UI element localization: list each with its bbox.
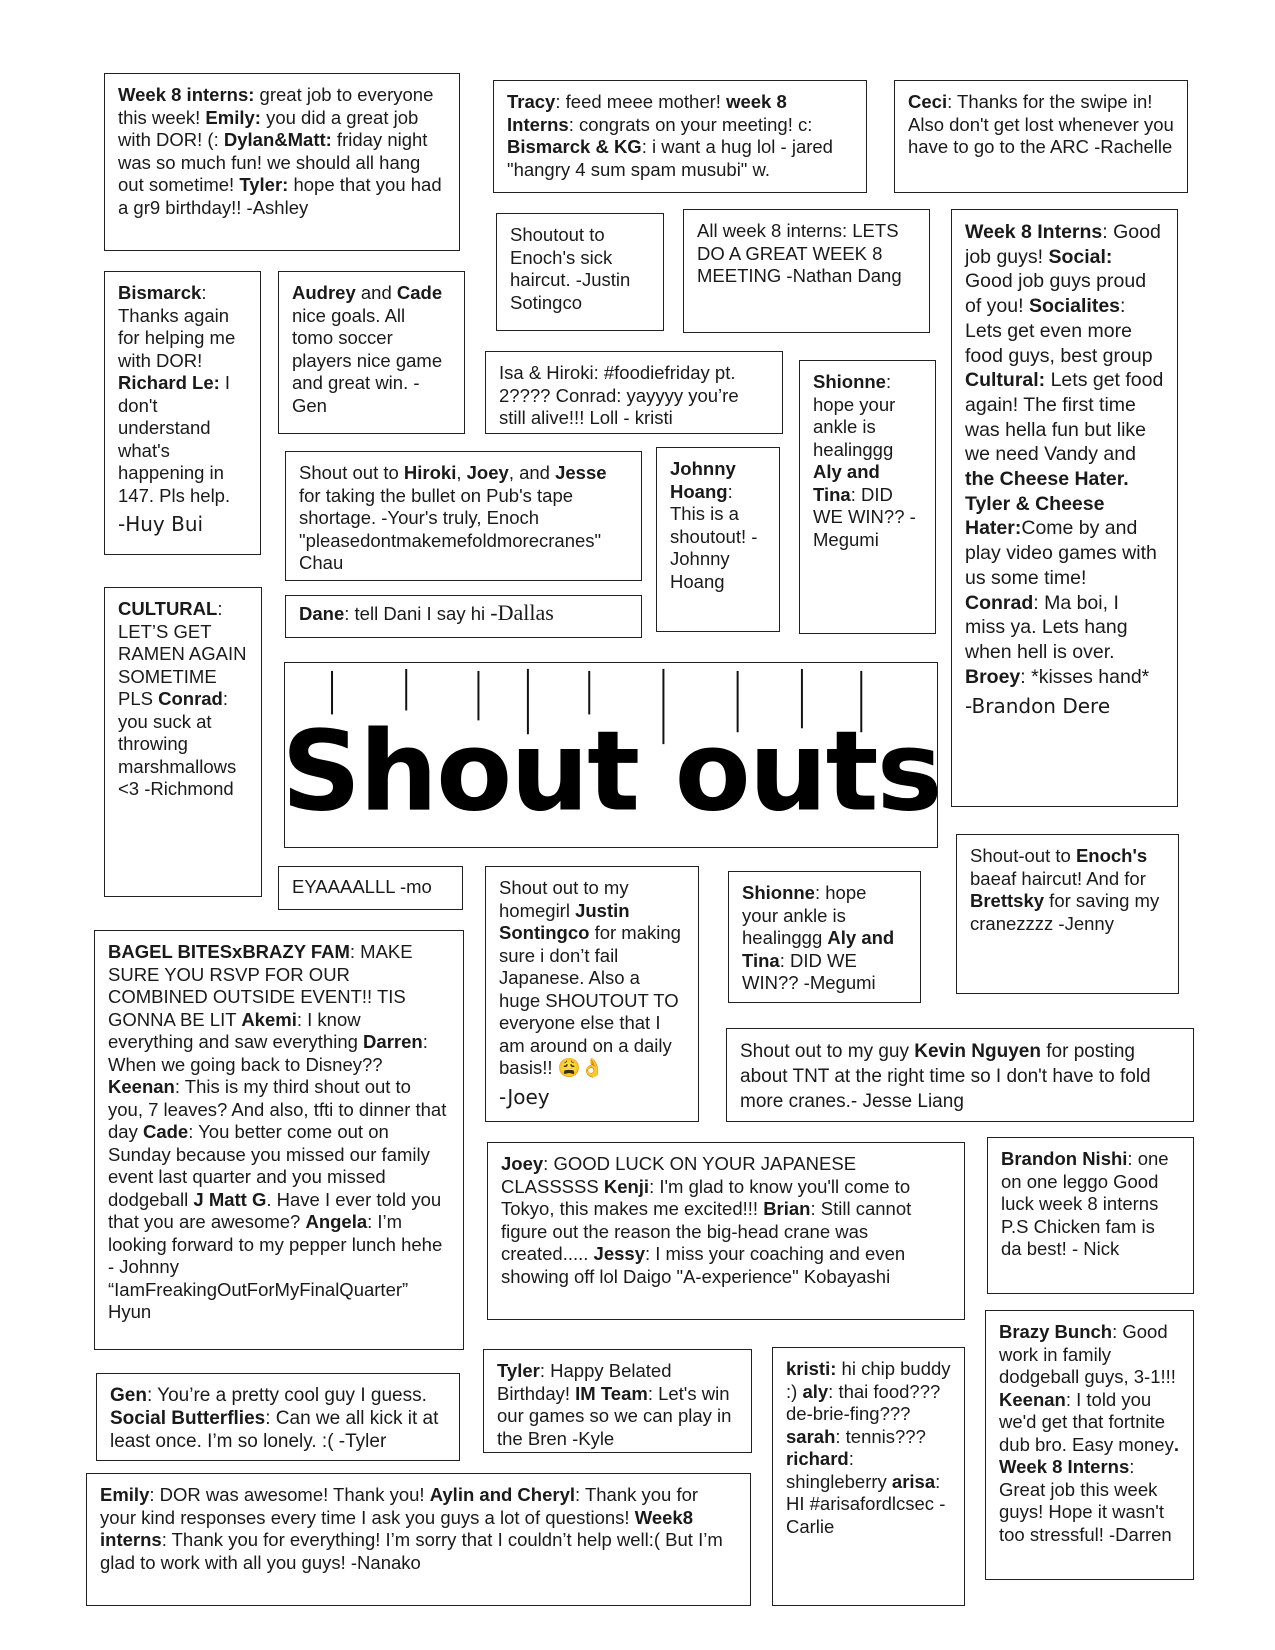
message-text: : DID WE WIN?? -Megumi (813, 483, 916, 550)
name-mention: Week 8 interns: (118, 84, 255, 105)
name-mention: sarah (786, 1425, 836, 1447)
shoutout-brandon-dere (951, 209, 1178, 807)
name-mention: aly (802, 1380, 829, 1402)
name-mention: Tyler (497, 1360, 540, 1381)
name-mention: Jessy (593, 1243, 645, 1264)
shoutout-daigo (487, 1142, 965, 1320)
name-mention: Akemi (241, 1008, 297, 1030)
message-text: baeaf haircut! And for (970, 867, 1146, 889)
shoutout-gen-soccer (278, 271, 465, 434)
name-mention: Social Butterflies (110, 1408, 266, 1429)
name-mention: Cade (142, 1121, 189, 1142)
shoutout-nick (987, 1137, 1194, 1294)
message-text: : Still cannot figure out the reason the big-head crane was created..... (501, 1198, 912, 1264)
shoutout-joey (485, 866, 699, 1122)
message-text: Good job guys proud of you! (965, 270, 1147, 318)
message-text: : feed meee mother! (555, 91, 727, 112)
name-mention: Socialites (1028, 295, 1121, 318)
name-mention: Jesse (555, 462, 607, 483)
message-text: : tennis??? (835, 1425, 926, 1447)
shoutout-nathan-dang (683, 209, 930, 333)
message-text: : LET’S GET RAMEN AGAIN SOMETIME PLS (118, 598, 247, 709)
name-mention: J Matt G (193, 1188, 267, 1210)
name-mention: Conrad (158, 688, 223, 709)
message-text: for taking the bullet on Pub's tape shortage. -Your's truly, Enoch "pleasedontmakemefoldmorecranes" Chau (299, 484, 602, 573)
shoutout-dallas (285, 595, 642, 638)
signature: -Brandon Dere (965, 694, 1111, 719)
name-mention: week 8 Interns (507, 91, 787, 135)
message-text: : I miss your coaching and even showing off lol Daigo "A-experience" Kobayashi (501, 1243, 906, 1287)
shoutout-enoch-justin (496, 213, 664, 331)
message-text: : This is a shoutout! -Johnny Hoang (670, 480, 758, 592)
message-text: I don't understand what's happening in 147. Pls help. (118, 372, 231, 506)
shoutout-nanako (86, 1473, 751, 1606)
message-text: : Great job this week guys! Hope it wasn't too stressful! -Darren (999, 1456, 1172, 1545)
name-mention: Keenan (999, 1388, 1066, 1410)
message-text: for posting about TNT at the right time so I don't have to fold more cranes.- Jesse Liang (740, 1041, 1151, 1112)
name-mention: richard (786, 1448, 849, 1469)
message-text: : Thank you for your kind responses every time I ask you guys a lot of questions! (100, 1484, 699, 1528)
shout-outs-banner (284, 662, 938, 848)
message-text: : hope your ankle is healinggg (813, 371, 896, 460)
name-mention: Shionne (813, 371, 886, 392)
name-mention: Justin Sontingco (499, 899, 630, 943)
signature: -Huy Bui (118, 512, 204, 536)
name-mention: Week8 interns (100, 1506, 694, 1550)
message-text: hi chip buddy :) (786, 1358, 951, 1402)
name-mention: Bismarck & KG (507, 136, 642, 157)
message-text: : Thanks for the swipe in! Also don't get lost whenever you have to go to the ARC -Rachelle (908, 91, 1174, 157)
name-mention: kristi: (786, 1358, 837, 1379)
shoutout-johnny-hyun (94, 930, 464, 1350)
name-mention: Emily (100, 1484, 150, 1505)
message-text: : hope your ankle is healinggg (742, 882, 867, 948)
name-mention: Cultural: (965, 369, 1046, 392)
name-mention: BAGEL BITESxBRAZY FAM (108, 941, 350, 962)
message-text: and (355, 282, 397, 303)
name-mention: Cade (396, 282, 443, 303)
name-mention: Shionne (742, 882, 815, 903)
message-text: : GOOD LUCK ON YOUR JAPANESE CLASSSSS (501, 1153, 857, 1197)
message-text: All week 8 interns: LETS DO A GREAT WEEK 8 MEETING -Nathan Dang (697, 220, 902, 286)
name-mention: IM Team (575, 1382, 648, 1404)
name-mention: Gen (110, 1385, 147, 1406)
name-mention: Tyler: (239, 174, 289, 195)
message-text: : *kisses hand* (1020, 665, 1150, 688)
name-mention: the Cheese Hater. Tyler & Cheese Hater: (965, 468, 1129, 540)
message-text: . Have I ever told you that you are awesome? (108, 1188, 442, 1232)
message-text: : Can we all kick it at least once. I’m so lonely. :( -Tyler (110, 1408, 439, 1452)
shoutout-darren (985, 1310, 1194, 1580)
name-mention: Social: (1048, 245, 1113, 268)
name-mention: Aly and Tina (742, 927, 895, 971)
message-text: : tell Dani I say hi (344, 603, 491, 624)
signature: -Joey (499, 1084, 550, 1109)
shoutout-mo (278, 866, 463, 910)
message-text: Shout-out to (970, 845, 1076, 866)
name-mention: Week 8 Interns (965, 221, 1103, 243)
shoutout-jenny (956, 834, 1179, 994)
name-mention: Hiroki (403, 462, 457, 483)
name-mention: Dylan&Matt: (223, 129, 332, 150)
name-mention: Angela (305, 1211, 368, 1232)
message-text: : Good work in family dodgeball guys, 3-1!!! (999, 1321, 1176, 1387)
name-mention: Johnny Hoang (670, 458, 736, 502)
message-text: great job to everyone this week! (118, 84, 434, 128)
name-mention: Joey (501, 1153, 544, 1174)
message-text: : HI #arisafordlcsec - Carlie (786, 1470, 946, 1537)
name-mention: Emily: (205, 106, 261, 128)
message-text: : I'm glad to know you'll come to Tokyo, this makes me excited!!! (501, 1175, 911, 1219)
message-text: hope that you had a gr9 birthday!! -Ashley (118, 174, 442, 218)
name-mention: Brettsky (970, 890, 1045, 911)
message-text: : Happy Belated Birthday! (497, 1360, 672, 1404)
message-text: for saving my cranezzzz -Jenny (970, 890, 1160, 934)
name-mention: Enoch's (1075, 845, 1148, 866)
message-text: for making sure i don’t fail Japanese. Also a huge SHOUTOUT TO everyone else that I am around on a daily basis!! 😩👌 (499, 922, 681, 1078)
name-mention: Bismarck (118, 282, 202, 303)
message-text: : Ma boi, I miss ya. Lets hang when hell is over. (965, 591, 1128, 663)
message-text: Shout out to my guy (740, 1041, 915, 1062)
name-mention: Brandon Nishi (1001, 1148, 1128, 1169)
message-text: : one on one leggo Good luck week 8 interns P.S Chicken fam is da best! - Nick (1001, 1148, 1169, 1259)
message-text: Isa & Hiroki: #foodiefriday pt. 2???? Conrad: yayyyy you’re still alive!!! Loll - kristi (499, 362, 739, 428)
name-mention: Kenji (603, 1175, 650, 1197)
message-text: nice goals. All tomo soccer players nice game and great win. - Gen (292, 304, 443, 416)
message-text: , and (508, 462, 556, 483)
message-text: : You better come out on Sunday because you missed our family event last quarter and you missed dodgeball (108, 1121, 430, 1210)
message-text: : I’m looking forward to my pepper lunch hehe - Johnny “IamFreakingOutForMyFinalQuarter” Hyun (108, 1211, 443, 1322)
message-text: Come by and play video games with us some time! (965, 517, 1157, 589)
shoutout-week8-ashley (104, 73, 460, 251)
name-mention: Aly and Tina (813, 461, 880, 505)
name-mention: Keenan (108, 1076, 175, 1097)
shoutout-ceci-rachelle (894, 80, 1188, 193)
message-text: : DID WE WIN?? -Megumi (742, 949, 876, 993)
message-text: : congrats on your meeting! c: (568, 113, 813, 135)
shoutout-johnny-hoang (656, 447, 780, 632)
message-text: Shout out to my homegirl (499, 877, 629, 921)
message-text: : MAKE SURE YOU RSVP FOR OUR COMBINED OUTSIDE EVENT!! TIS GONNA BE LIT (108, 941, 413, 1030)
message-text: : Let's win our games so we can play in the Bren -Kyle (497, 1382, 732, 1449)
name-mention: Tracy (507, 91, 556, 112)
name-mention: Broey (965, 665, 1021, 688)
name-mention: arisa (891, 1470, 936, 1492)
shoutout-huy-bui (104, 271, 261, 555)
message-text: friday night was so much fun! we should all hang out sometime! (118, 129, 428, 195)
shoutout-kristi-foodie (485, 351, 783, 434)
name-mention: Aylin and Cheryl (429, 1484, 576, 1505)
name-mention: Conrad (965, 591, 1034, 614)
message-text: Shoutout to Enoch's sick haircut. -Justin Sotingco (510, 224, 631, 313)
message-text: : I know everything and saw everything (108, 1008, 364, 1052)
name-mention: Brian (763, 1198, 811, 1219)
message-text: : Thank you for everything! I’m sorry that I couldn’t help well:( But I’m glad to work with all you guys! -Nanako (100, 1529, 723, 1573)
message-text: , (456, 462, 467, 483)
message-text: : DOR was awesome! Thank you! (149, 1484, 430, 1505)
name-mention: CULTURAL (118, 598, 218, 619)
name-mention: Richard Le: (118, 372, 220, 393)
message-text: : You’re a pretty cool guy I guess. (146, 1385, 427, 1406)
name-mention: . Week 8 Interns (999, 1433, 1179, 1477)
message-text: you did a great job with DOR! (: (118, 106, 419, 150)
shoutout-jesse-liang (726, 1028, 1194, 1122)
shoutout-carlie (772, 1347, 965, 1606)
message-text: Shout out to (299, 462, 404, 483)
shoutout-tracy-jared (493, 80, 867, 193)
message-text: : Thanks again for helping me with DOR! (118, 282, 236, 371)
signature: -Dallas (490, 600, 554, 625)
message-text: : Lets get even more food guys, best group (965, 295, 1153, 367)
message-text: : you suck at throwing marshmallows <3 -Richmond (118, 688, 237, 799)
message-text: : thai food??? de-brie-fing??? (786, 1380, 941, 1424)
shoutout-megumi-1 (799, 360, 936, 634)
name-mention: Joey (466, 462, 509, 483)
message-text: EYAAAALLL -mo (292, 876, 432, 897)
message-text: : When we going back to Disney?? (108, 1031, 428, 1075)
message-text: : This is my third shout out to you, 7 leaves? And also, tfti to dinner that day (108, 1076, 447, 1142)
name-mention: Darren (363, 1031, 423, 1052)
shoutout-megumi-2 (728, 871, 921, 1003)
name-mention: Ceci (908, 91, 948, 112)
name-mention: Audrey (292, 282, 356, 303)
message-text: : Good job guys! (965, 221, 1161, 268)
name-mention: Kevin Nguyen (914, 1041, 1041, 1062)
shoutout-richmond (104, 587, 262, 897)
message-text: : i want a hug lol - jared "hangry 4 sum spam musubi" w. (507, 136, 833, 180)
shoutout-tyler (96, 1373, 460, 1461)
name-mention: Dane (299, 603, 345, 624)
shoutout-kyle (483, 1349, 752, 1453)
shoutout-enoch-chau (285, 451, 642, 581)
banner-title: Shout outs (285, 707, 937, 837)
message-text: Lets get food again! The first time was hella fun but like we need Vandy and (965, 369, 1164, 466)
name-mention: Brazy Bunch (999, 1321, 1113, 1342)
message-text: : shingleberry (786, 1448, 892, 1492)
message-text: : I told you we'd get that fortnite dub bro. Easy money (999, 1388, 1174, 1455)
